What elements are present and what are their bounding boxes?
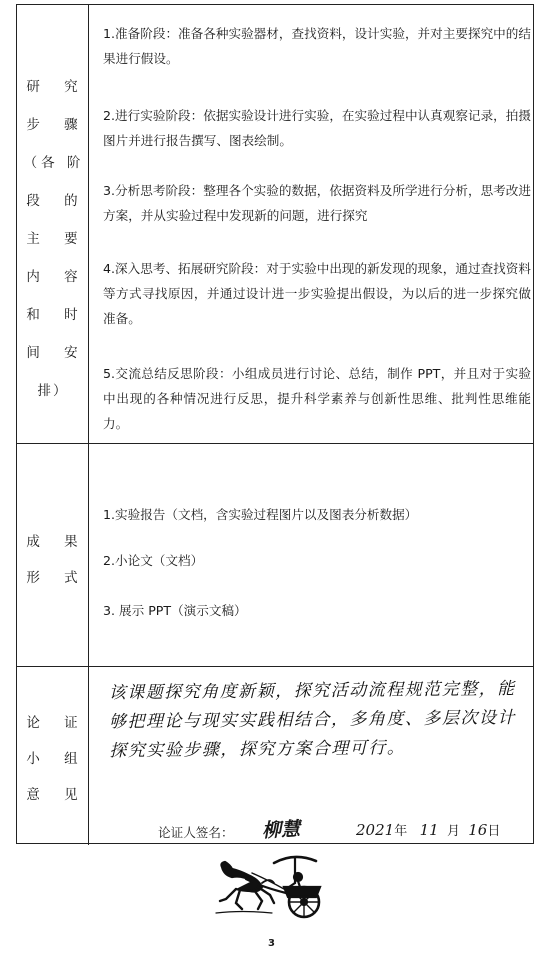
research-steps-row (17, 5, 533, 444)
step-paragraph-3: 3.分析思考阶段：整理各个实验的数据，依据资料及所学进行分析，思考改进方案，并从实验过程中发现新的问题，进行探究 (103, 183, 531, 223)
steps-label-line: 间 安 (26, 345, 88, 361)
step-paragraph-5: 5.交流总结反思阶段：小组成员进行讨论、总结，制作 PPT，并且对于实验中出现的各种情况进行反思，提升科学素养与创新性思维、批判性思维能力。 (103, 366, 531, 431)
sign-date (356, 820, 500, 839)
handwritten-signature: 柳慧 (261, 818, 301, 842)
steps-label-line: 研 究 (26, 79, 88, 95)
date-day: 16 (468, 821, 488, 839)
outcome-form-row (17, 444, 533, 667)
date-year-unit: 年 (394, 824, 408, 839)
date-month-unit: 月 (446, 824, 460, 839)
research-steps-content (89, 5, 533, 443)
opinion-label-line: 论 证 (26, 715, 88, 731)
research-steps-label (17, 5, 89, 443)
opinion-label-line: 小 组 (26, 751, 88, 767)
outcome-form-label (17, 444, 89, 666)
outcome-label-line: 形 式 (26, 570, 88, 586)
steps-label-line: 步 骤 (26, 117, 88, 133)
outcome-item-1: 1.实验报告（文档，含实验过程图片以及图表分析数据） (103, 507, 418, 522)
steps-label-line: 段 的 (26, 193, 88, 209)
chariot-emblem-icon (212, 853, 338, 921)
project-form-table (16, 4, 534, 844)
handwritten-opinion: 该课题探究角度新颖，探究活动流程规范完整，能够把理论与现实实践相结合，多角度、多层次设计探究实验步骤，探究方案合理可行。 (108, 678, 517, 762)
steps-label-line: 和 时 (26, 307, 88, 323)
step-paragraph-2: 2.进行实验阶段：依据实验设计进行实验，在实验过程中认真观察记录，拍摄图片并进行报告撰写、图表绘制。 (103, 108, 531, 148)
signature-line (0, 818, 543, 842)
opinion-label-line: 意 见 (26, 787, 88, 803)
page-number: 3 (268, 938, 275, 949)
outcome-form-content (89, 444, 533, 666)
steps-label-line: 排） (37, 383, 69, 399)
steps-label-line: （各 阶 (23, 155, 85, 171)
step-paragraph-4: 4.深入思考、拓展研究阶段：对于实验中出现的新发现的现象，通过查找资料等方式寻找原因，并通过设计进一步实验提出假设，为以后的进一步探究做准备。 (103, 261, 531, 326)
outcome-item-2: 2.小论文（文档） (103, 553, 204, 568)
step-paragraph-1: 1.准备阶段：准备各种实验器材，查找资料，设计实验，并对主要探究中的结果进行假设。 (103, 26, 531, 66)
date-year: 2021 (356, 821, 395, 839)
steps-label-line: 主 要 (26, 231, 88, 247)
date-day-unit: 日 (487, 824, 501, 839)
signer-label: 论证人签名： (158, 825, 234, 840)
steps-label-line: 内 容 (26, 269, 88, 285)
date-month: 11 (419, 821, 439, 839)
outcome-label-line: 成 果 (26, 534, 88, 550)
outcome-item-3: 3. 展示 PPT（演示文稿） (103, 603, 247, 618)
